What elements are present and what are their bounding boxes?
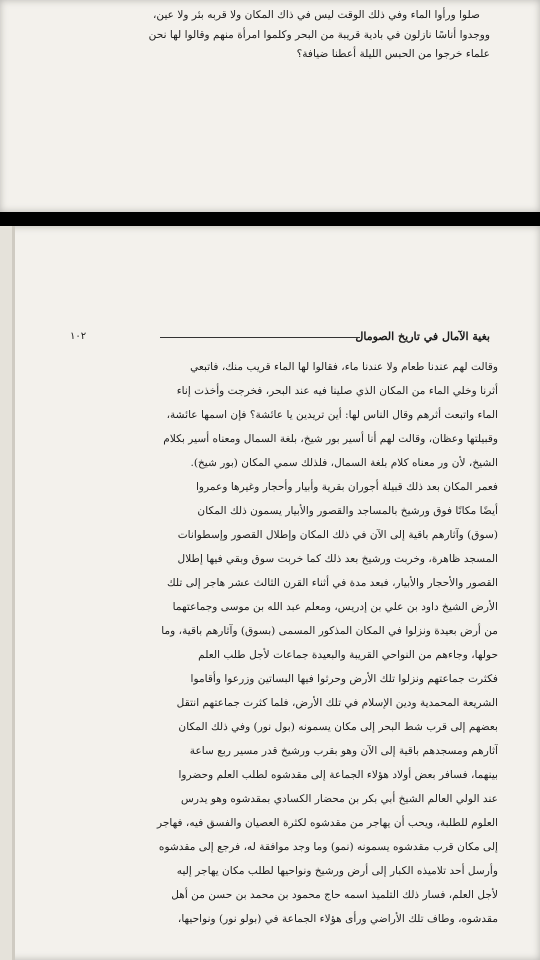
text-line: من أرض بعيدة ونزلوا في المكان المذكور المسمى (بسوق) وآثارهم باقية، وما xyxy=(161,625,498,637)
text-line: فكثرت جماعتهم ونزلوا تلك الأرض وحرثوا فيها البساتين وزرعوا وأقاموا xyxy=(190,673,498,685)
running-header xyxy=(70,326,490,348)
text-line: وقالت لهم عندنا طعام ولا عندنا ماء، فقالوا لها الماء قريب منك، فاتبعي xyxy=(190,361,498,373)
text-line: أيضًا مكانًا فوق ورشيخ بالمساجد والقصور والأبيار يسمون ذلك المكان xyxy=(197,505,498,517)
header-rule xyxy=(160,337,360,338)
text-line: وقبيلتها وعظان، وقالت لهم أنا أسير بور شيخ، بلغة السمال ومعناه أسير بكلام xyxy=(163,433,498,445)
text-line: علماء خرجوا من الحبس الليلة أعطنا ضيافة؟ xyxy=(296,48,490,60)
text-line: الأرض الشيخ داود بن علي بن إدريس، ومعلم عبد الله بن موسى وجماعتهما xyxy=(172,601,498,613)
bottom-page-scan xyxy=(0,226,540,960)
text-line: القصور والأحجار والأبيار، فبعد مدة في أثناء القرن الثالث عشر هاجر إلى تلك xyxy=(166,577,498,589)
text-line: مقدشوه، وطاف تلك الأراضي ورأى هؤلاء الجماعة في (بولو نور) ونواحيها، xyxy=(177,913,498,925)
text-line: عند الولي العالم الشيخ أبي بكر بن محضار الكسادي بمقدشوه وهو يدرس xyxy=(180,793,498,805)
page-edge xyxy=(0,226,12,960)
text-line: بعضهم إلى قرب شط البحر إلى مكان يسمونه (بول نور) وفي ذلك المكان xyxy=(178,721,498,733)
text-line: صلوا ورأوا الماء وفي ذلك الوقت ليس في ذاك المكان ولا قربه بئر ولا عين، xyxy=(152,9,480,21)
text-line: الماء واتبعت أثرهم وقال الناس لها: أين تريدين يا عائشة؟ فإن اسمها عائشة، xyxy=(166,409,498,421)
text-line: أثرنا وخلي الماء من المكان الذي صلينا فيه عند البحر، فخرجت وأخذت إناء xyxy=(176,385,498,397)
top-page-scan xyxy=(0,0,540,212)
text-line: الشيخ، لأن ور معناه كلام بلغة السمال، فلذلك سمي المكان (بور شيخ). xyxy=(190,457,498,469)
text-line: لأجل العلم، فسار ذلك التلميذ اسمه حاج محمود بن محمد بن حسن من أهل xyxy=(171,889,498,901)
text-line: (سوق) وآثارهم باقية إلى الآن في ذلك المكان وإطلال القصور وإسطوانات xyxy=(177,529,498,541)
text-line: ووجدوا أناسًا نازلون في بادية قريبة من البحر وكلموا امرأة منهم وقالوا لها نحن xyxy=(148,29,490,41)
text-line: الشريعة المحمدية ودين الإسلام في تلك الأرض، فلما كثرت جماعتهم انتقل xyxy=(176,697,498,709)
page-edge-shadow xyxy=(12,226,15,960)
page-number: ١٠٢ xyxy=(70,331,87,342)
text-line: فعمر المكان بعد ذلك قبيلة أجوران بقرية وأبيار وأحجار وغيرها وعمروا xyxy=(195,481,498,493)
text-line: آثارهم ومسجدهم باقية إلى الآن وهو بقرب ورشيخ قدر مسير ربع ساعة xyxy=(189,745,498,757)
text-line: حولها، وجاءهم من النواحي القريبة والبعيدة جماعات لأجل طلب العلم xyxy=(198,649,498,661)
text-line: إلى مكان قرب مقدشوه يسمونه (نمو) وما وجد موافقة له، فرجع إلى مقدشوه xyxy=(158,841,498,853)
text-line: العلوم للطلبة، ويحب أن يهاجر من مقدشوه لكثرة العصيان والفسق فيه، فهاجر xyxy=(156,817,498,829)
text-line: وأرسل أحد تلاميذه الكبار إلى أرض ورشيخ ونواحيها لطلب مكان يهاجر إليه xyxy=(176,865,498,877)
running-header-title: بغية الآمال في تاريخ الصومال xyxy=(355,330,490,343)
text-line: المسجد ظاهرة، وخربت ورشيخ بعد ذلك كما خربت سوق وبقي فيها إطلال xyxy=(177,553,498,565)
text-line: بينهما، فسافر بعض أولاد هؤلاء الجماعة إلى مقدشوه لطلب العلم وحضروا xyxy=(178,769,498,781)
